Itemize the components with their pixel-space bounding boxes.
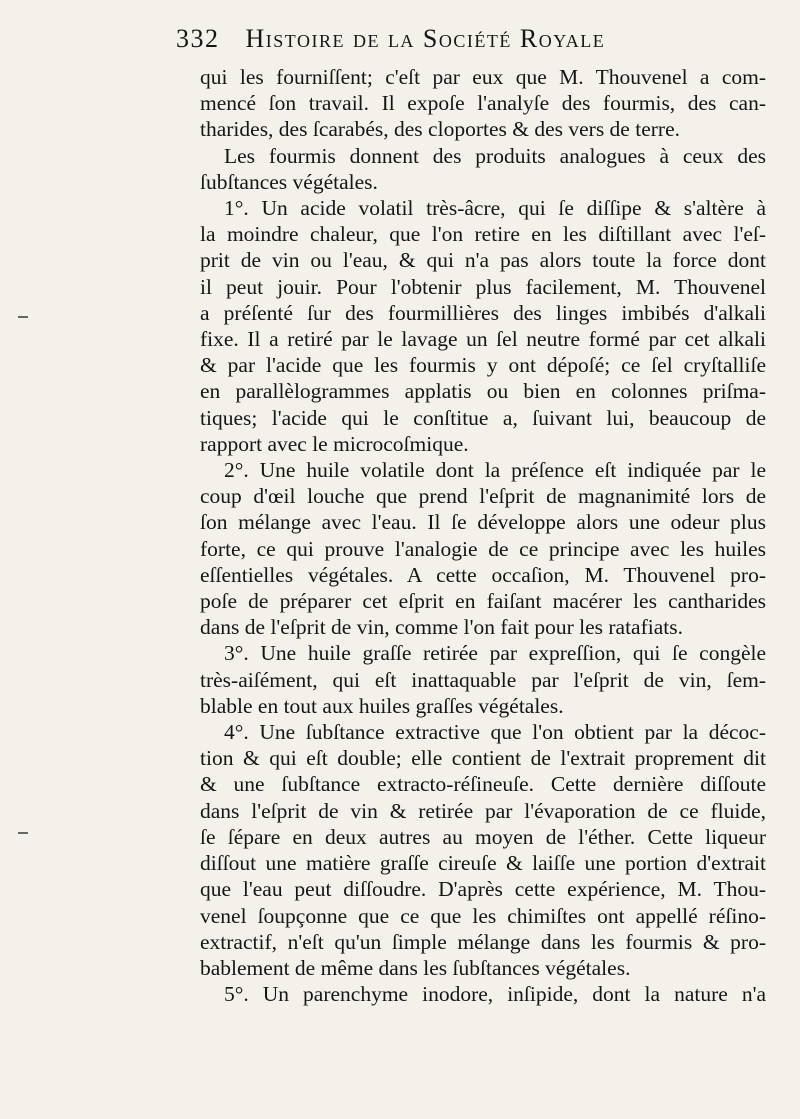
text-line: ſon mélange avec l'eau. Il ſe développe alors une odeur plus <box>200 510 766 535</box>
text-line: qui les fourniſſent; c'eſt par eux que M. Thouvenel a com- <box>200 65 766 89</box>
text-line: a préſenté ſur des fourmillières des linges imbibés d'alkali <box>200 300 766 325</box>
text-line: tiques; l'acide qui le conſtitue a, ſuivant lui, beaucoup de <box>200 405 766 430</box>
text-line: diſſout une matière graſſe cireuſe & laiſſe une portion d'extrait <box>200 851 766 876</box>
text-line: venel ſoupçonne que ce que les chimiſtes ont appellé réſino- <box>200 903 766 928</box>
text-line: bablement de même dans les ſubſtances végétales. <box>200 955 631 980</box>
text-line: coup d'œil louche que prend l'eſprit de magnanimité lors de <box>200 484 766 509</box>
text-line: ſe ſépare en deux autres au moyen de l'éther. Cette liqueur <box>200 824 766 849</box>
text-line: 1°. Un acide volatil très-âcre, qui ſe diſſipe & s'altère à <box>224 196 766 221</box>
text-line: extractif, n'eſt qu'un ſimple mélange dans les fourmis & pro- <box>200 929 766 954</box>
text-line: 3°. Une huile graſſe retirée par expreſſion, qui ſe congèle <box>224 641 766 666</box>
margin-mark <box>18 832 28 834</box>
text-line: la moindre chaleur, que l'on retire en les diſtillant avec l'eſ- <box>200 222 766 247</box>
text-line: & une ſubſtance extracto-réſineuſe. Cette dernière diſſoute <box>200 772 766 797</box>
text-line: & par l'acide que les fourmis y ont dépoſé; ce ſel cryſtalliſe <box>200 353 766 378</box>
text-line: prit de vin ou l'eau, & qui n'a pas alors toute la force dont <box>200 248 766 273</box>
running-title: Histoire de la Société Royale <box>245 24 606 53</box>
text-line: mencé ſon travail. Il expoſe l'analyſe des fourmis, des can- <box>200 91 766 116</box>
text-line: tharides, des ſcarabés, des cloportes & des vers de terre. <box>200 117 680 142</box>
page-number: 332 <box>176 24 220 53</box>
text-line: fixe. Il a retiré par le lavage un ſel neutre formé par cet alkali <box>200 327 766 352</box>
text-line: que l'eau peut diſſoudre. D'après cette expérience, M. Thou- <box>200 877 766 902</box>
text-line: en parallèlogrammes applatis ou bien en colonnes priſma- <box>200 379 766 404</box>
text-line: 4°. Une ſubſtance extractive que l'on obtient par la décoc- <box>224 720 766 745</box>
text-line: ſubſtances végétales. <box>200 169 378 194</box>
text-line: forte, ce qui prouve l'analogie de ce principe avec les huiles <box>200 536 766 561</box>
text-line: eſſentielles végétales. A cette occaſion, M. Thouvenel pro- <box>200 562 766 587</box>
text-line: rapport avec le microcoſmique. <box>200 431 469 456</box>
text-line: 2°. Une huile volatile dont la préſence eſt indiquée par le <box>224 458 766 483</box>
text-line: poſe de préparer cet eſprit en faiſant macérer les cantharides <box>200 589 766 614</box>
text-line: 5°. Un parenchyme inodore, inſipide, dont la nature n'a <box>224 982 766 1007</box>
margin-mark <box>18 316 28 318</box>
text-line: Les fourmis donnent des produits analogues à ceux des <box>224 143 766 168</box>
text-line: très-aiſément, qui eſt inattaquable par l'eſprit de vin, ſem- <box>200 667 766 692</box>
running-header <box>176 24 736 54</box>
body-text <box>200 64 766 1007</box>
text-line: dans de l'eſprit de vin, comme l'on fait pour les ratafiats. <box>200 615 683 640</box>
text-line: dans l'eſprit de vin & retirée par l'évaporation de ce fluide, <box>200 798 766 823</box>
text-line: tion & qui eſt double; elle contient de l'extrait proprement dit <box>200 746 766 771</box>
text-line: il peut jouir. Pour l'obtenir plus facilement, M. Thouvenel <box>200 274 766 299</box>
text-line: blable en tout aux huiles graſſes végétales. <box>200 693 564 718</box>
